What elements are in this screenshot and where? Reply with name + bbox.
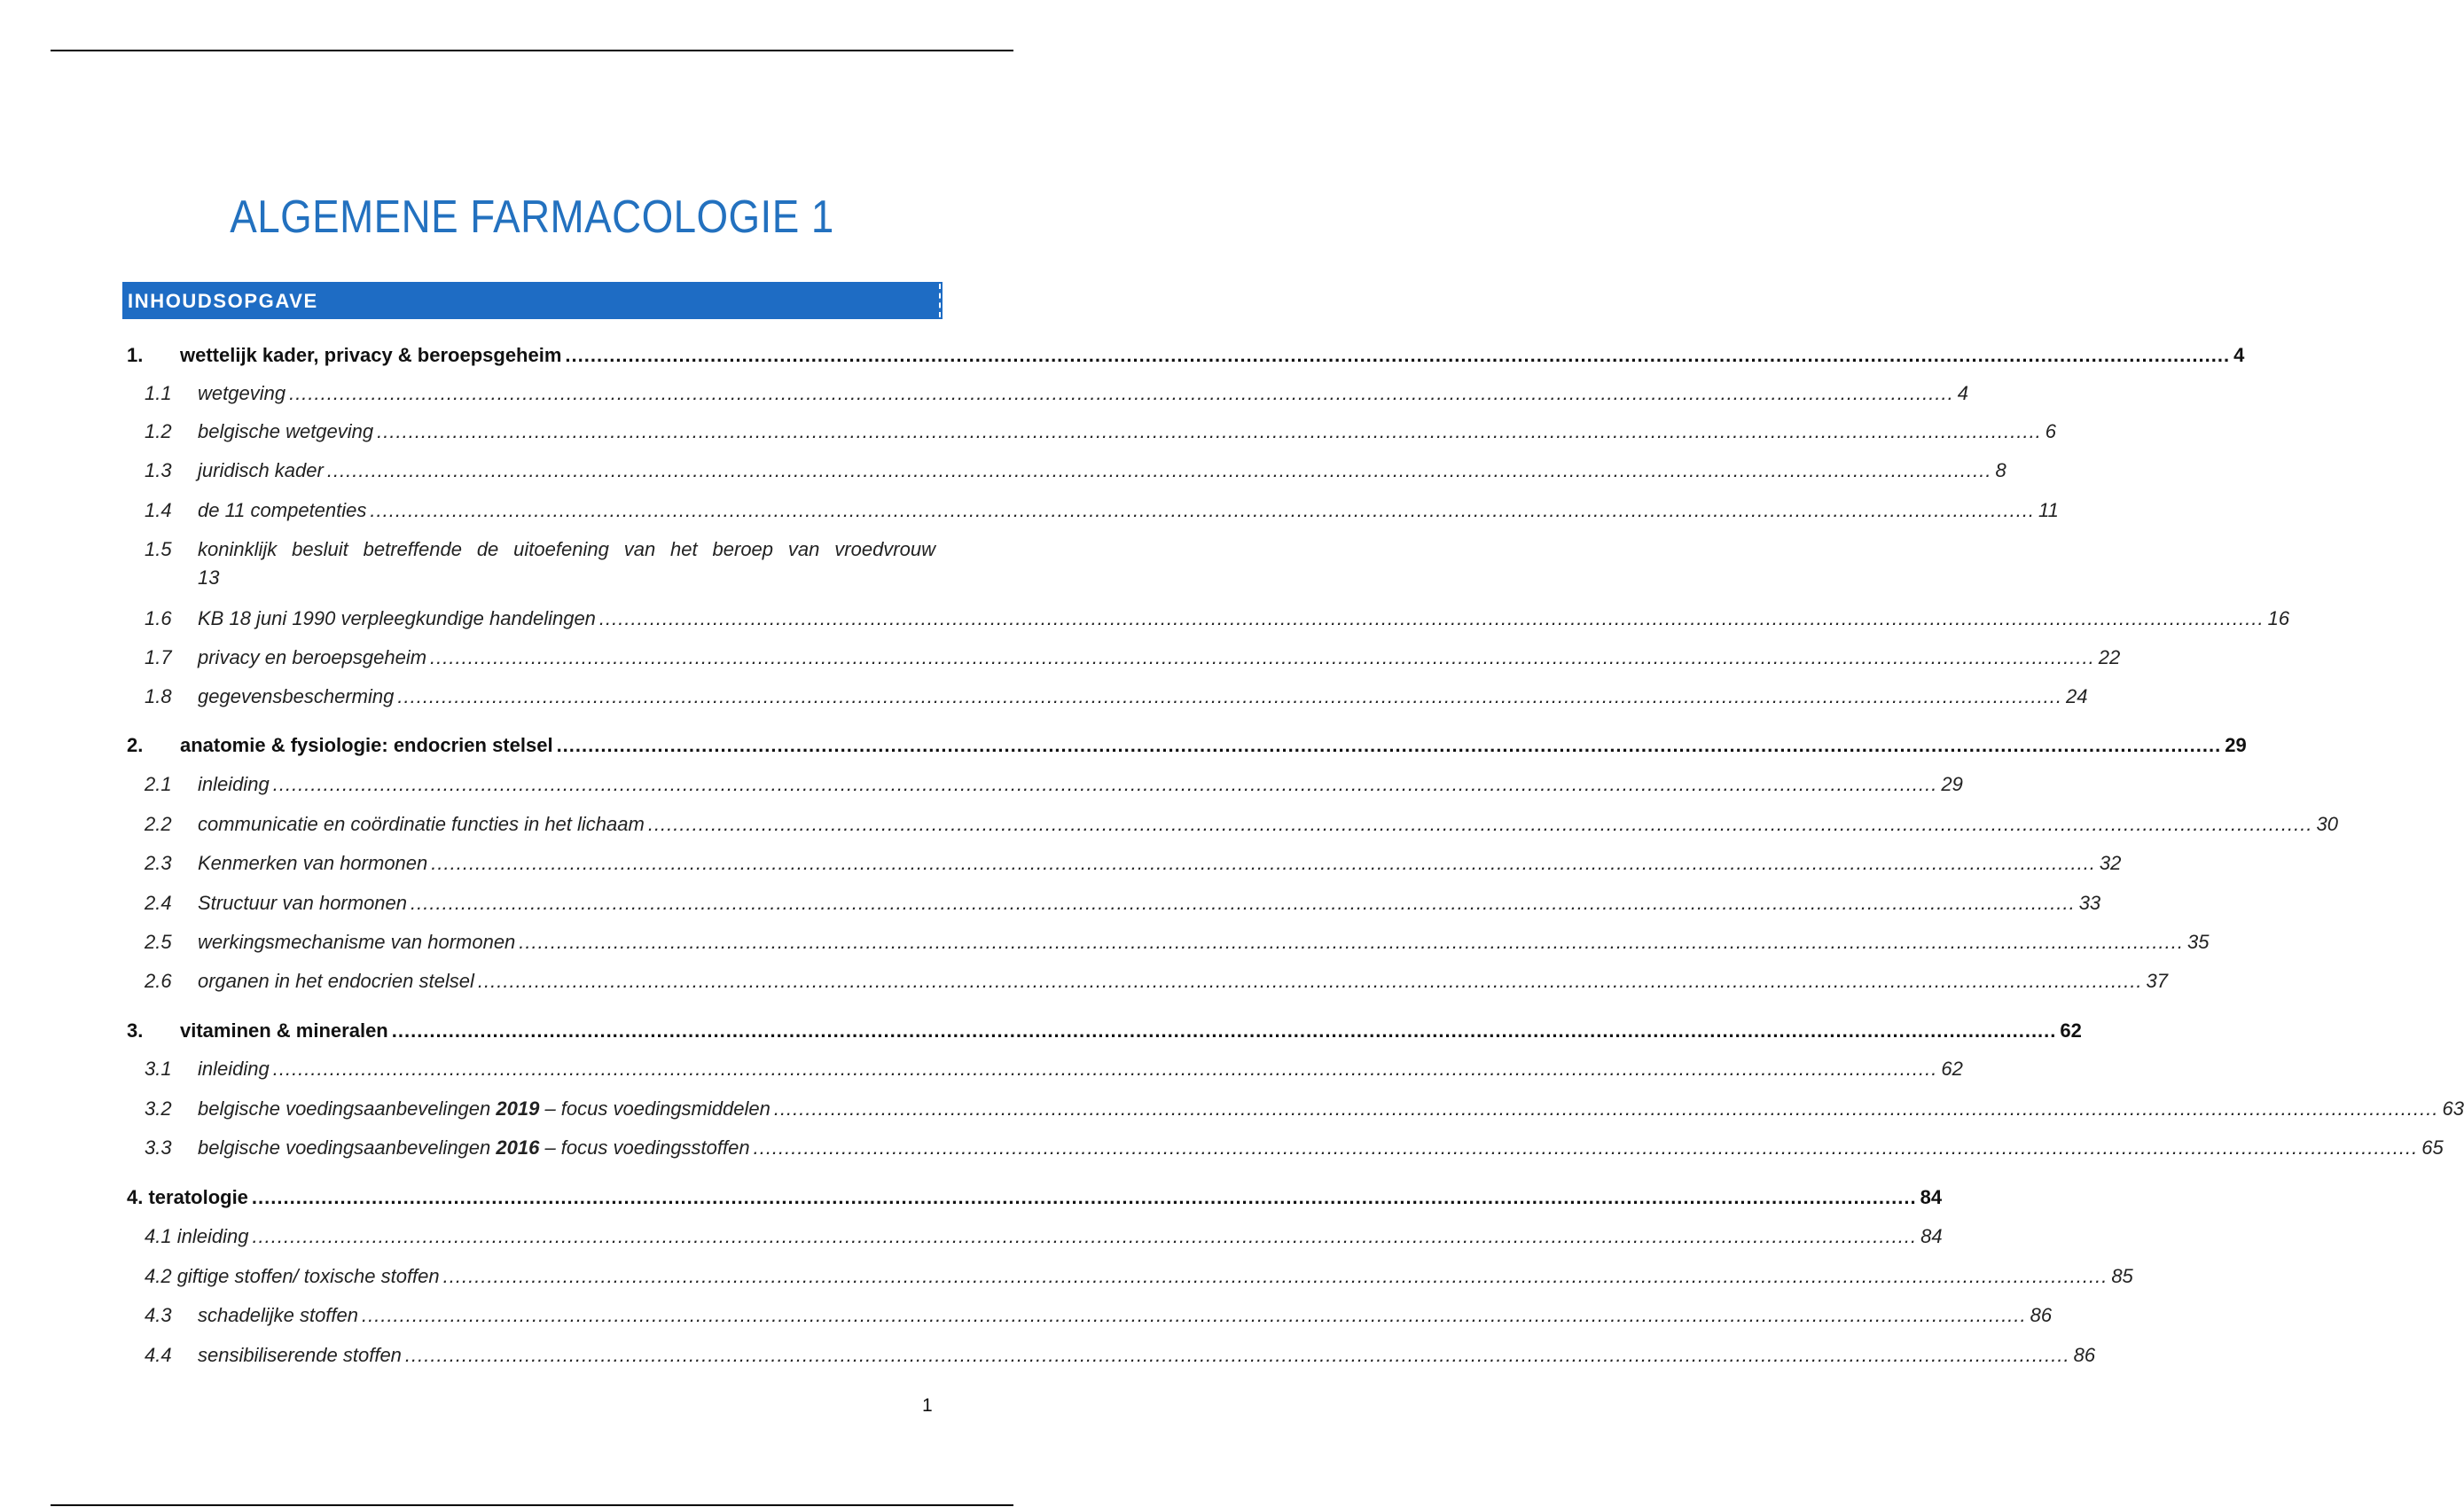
toc-entry-1-5[interactable] xyxy=(145,538,935,590)
toc-entry-2-4[interactable] xyxy=(145,892,2101,915)
toc-number: 1.4 xyxy=(145,499,172,521)
toc-page: 32 xyxy=(2099,852,2122,874)
toc-entry-2-6[interactable] xyxy=(145,970,2169,993)
dot-leader xyxy=(427,852,2100,875)
toc-heading: INHOUDSOPGAVE xyxy=(128,290,318,312)
toc-entry-4-2[interactable] xyxy=(145,1265,2133,1288)
toc-entry-2-3[interactable] xyxy=(145,852,2122,875)
top-rule xyxy=(51,50,1013,51)
toc-number: 2.3 xyxy=(145,852,172,874)
dot-leader xyxy=(366,499,2038,522)
toc-entry-2-2[interactable] xyxy=(145,813,2338,836)
toc-title: inleiding xyxy=(198,1058,270,1080)
toc-chapter-2[interactable] xyxy=(127,734,2247,757)
toc-title: werkingsmechanisme van hormonen xyxy=(198,931,516,953)
toc-number: 4.3 xyxy=(145,1304,172,1326)
toc-page: 22 xyxy=(2098,646,2121,668)
toc-entry-4-1[interactable] xyxy=(145,1225,1943,1248)
toc-number: 2.2 xyxy=(145,813,172,835)
toc-page: 62 xyxy=(2060,1019,2082,1042)
toc-number: 2.1 xyxy=(145,773,172,795)
dot-leader xyxy=(388,1019,2061,1042)
toc-title: juridisch kader xyxy=(198,459,324,481)
toc-page: 6 xyxy=(2045,420,2057,442)
dot-leader xyxy=(358,1304,2030,1327)
toc-number: 2. xyxy=(127,734,144,756)
toc-page: 11 xyxy=(2038,499,2059,521)
toc-page: 16 xyxy=(2267,607,2290,629)
toc-chapter-4[interactable] xyxy=(127,1186,1943,1209)
toc-chapter-3[interactable] xyxy=(127,1019,2082,1042)
toc-title: communicatie en coördinatie functies in het lichaam xyxy=(198,813,645,835)
toc-number: 2.5 xyxy=(145,931,172,953)
toc-number: 1.8 xyxy=(145,685,172,707)
toc-entry-1-7[interactable] xyxy=(145,646,2121,669)
toc-title-year: 2016 xyxy=(496,1136,540,1159)
toc-title: anatomie & fysiologie: endocrien stelsel xyxy=(180,734,553,756)
toc-number: 3. xyxy=(127,1019,144,1042)
toc-page: 65 xyxy=(2421,1136,2444,1159)
toc-entry-1-2[interactable] xyxy=(145,420,2057,443)
toc-page: 4 xyxy=(1957,382,1968,404)
dot-leader xyxy=(645,813,2317,836)
dot-leader xyxy=(286,382,1958,405)
toc-title-text: belgische voedingsaanbevelingen xyxy=(198,1097,497,1120)
dot-leader xyxy=(440,1265,2112,1288)
toc-entry-1-1[interactable] xyxy=(145,382,1968,405)
toc-number: 2.6 xyxy=(145,970,172,992)
toc-page: 84 xyxy=(1920,1186,1943,1208)
toc-title: belgische wetgeving xyxy=(198,420,374,442)
toc-entry-3-2[interactable] xyxy=(145,1097,2464,1120)
toc-number: 3.2 xyxy=(145,1097,172,1120)
toc-page: 30 xyxy=(2316,813,2338,835)
dot-leader xyxy=(402,1344,2074,1367)
toc-title: privacy en beroepsgeheim xyxy=(198,646,427,668)
toc-title: schadelijke stoffen xyxy=(198,1304,358,1326)
page-number: 1 xyxy=(922,1395,933,1416)
dot-leader xyxy=(248,1225,1920,1248)
dot-leader xyxy=(407,892,2079,915)
toc-page: 85 xyxy=(2111,1265,2133,1287)
dot-leader xyxy=(553,734,2225,757)
dot-leader xyxy=(515,931,2187,954)
dot-leader xyxy=(394,685,2066,708)
toc-number: 1.7 xyxy=(145,646,172,668)
toc-title: koninklijk besluit betreffende de uitoefening van het beroep van vroedvrouw xyxy=(198,538,935,560)
document-title: ALGEMENE FARMACOLOGIE 1 xyxy=(230,191,834,243)
toc-title: Kenmerken van hormonen xyxy=(198,852,428,874)
toc-number: 2.4 xyxy=(145,892,172,914)
toc-number: 3.3 xyxy=(145,1136,172,1159)
toc-title: sensibiliserende stoffen xyxy=(198,1344,402,1366)
toc-number: 1.2 xyxy=(145,420,172,442)
toc-heading-bar xyxy=(122,282,943,319)
toc-title: wettelijk kader, privacy & beroepsgeheim xyxy=(180,344,562,366)
dot-leader xyxy=(248,1186,1920,1209)
toc-title xyxy=(198,1136,750,1160)
toc-title-year: 2019 xyxy=(496,1097,540,1120)
dot-leader xyxy=(270,773,1942,796)
dot-leader xyxy=(750,1136,2422,1160)
toc-title: gegevensbescherming xyxy=(198,685,395,707)
toc-page: 29 xyxy=(1941,773,1963,795)
toc-page: 62 xyxy=(1941,1058,1963,1080)
toc-entry-1-8[interactable] xyxy=(145,685,2088,708)
toc-entry-4-4[interactable] xyxy=(145,1344,2096,1367)
toc-page: 13 xyxy=(198,566,220,589)
toc-number: 1.5 xyxy=(145,538,172,560)
dot-leader xyxy=(474,970,2147,993)
dot-leader xyxy=(270,1058,1942,1081)
heading-bar-edge xyxy=(939,284,941,317)
dot-leader xyxy=(770,1097,2443,1120)
toc-title: inleiding xyxy=(198,773,270,795)
toc-title: Structuur van hormonen xyxy=(198,892,408,914)
toc-page: 29 xyxy=(2225,734,2247,756)
toc-chapter-1[interactable] xyxy=(127,344,2245,367)
dot-leader xyxy=(373,420,2046,443)
toc-number: 1.1 xyxy=(145,382,172,404)
toc-entry-2-1[interactable] xyxy=(145,773,1963,796)
toc-entry-1-3[interactable] xyxy=(145,459,2006,482)
dot-leader xyxy=(324,459,1996,482)
toc-page: 84 xyxy=(1920,1225,1943,1247)
toc-number: 1. xyxy=(127,344,144,366)
toc-title: KB 18 juni 1990 verpleegkundige handelingen xyxy=(198,607,596,629)
toc-number: 3.1 xyxy=(145,1058,172,1080)
toc-number: 4.4 xyxy=(145,1344,172,1366)
toc-page: 35 xyxy=(2186,931,2210,953)
toc-page: 63 xyxy=(2442,1097,2464,1120)
toc-entry-3-1[interactable] xyxy=(145,1058,1963,1081)
toc-page: 37 xyxy=(2146,970,2169,992)
toc-entry-4-3[interactable] xyxy=(145,1304,2053,1327)
toc-entry-1-6[interactable] xyxy=(145,607,2290,630)
toc-title: organen in het endocrien stelsel xyxy=(198,970,474,992)
toc-entry-1-4[interactable] xyxy=(145,499,2059,522)
toc-title: 4.1 inleiding xyxy=(145,1225,249,1247)
toc-page: 86 xyxy=(2030,1304,2053,1326)
toc-page: 8 xyxy=(1995,459,2006,481)
toc-title: vitaminen & mineralen xyxy=(180,1019,388,1042)
toc-page: 4 xyxy=(2233,344,2245,366)
toc-title: de 11 competenties xyxy=(198,499,367,521)
toc-page: 86 xyxy=(2073,1344,2096,1366)
dot-leader xyxy=(596,607,2268,630)
toc-entry-3-3[interactable] xyxy=(145,1136,2444,1160)
toc-page: 24 xyxy=(2066,685,2088,707)
toc-title-text: – focus voedingsstoffen xyxy=(539,1136,750,1159)
toc-title xyxy=(198,1097,770,1120)
toc-page: 33 xyxy=(2078,892,2101,914)
toc-title: wetgeving xyxy=(198,382,286,404)
bottom-rule xyxy=(51,1504,1013,1506)
toc-number: 1.6 xyxy=(145,607,172,629)
dot-leader xyxy=(561,344,2233,367)
toc-title: 4.2 giftige stoffen/ toxische stoffen xyxy=(145,1265,440,1287)
dot-leader xyxy=(426,646,2099,669)
toc-title: 4. teratologie xyxy=(127,1186,248,1208)
toc-title-text: belgische voedingsaanbevelingen xyxy=(198,1136,497,1159)
toc-title-text: – focus voedingsmiddelen xyxy=(539,1097,770,1120)
toc-number: 1.3 xyxy=(145,459,172,481)
toc-entry-2-5[interactable] xyxy=(145,931,2210,954)
